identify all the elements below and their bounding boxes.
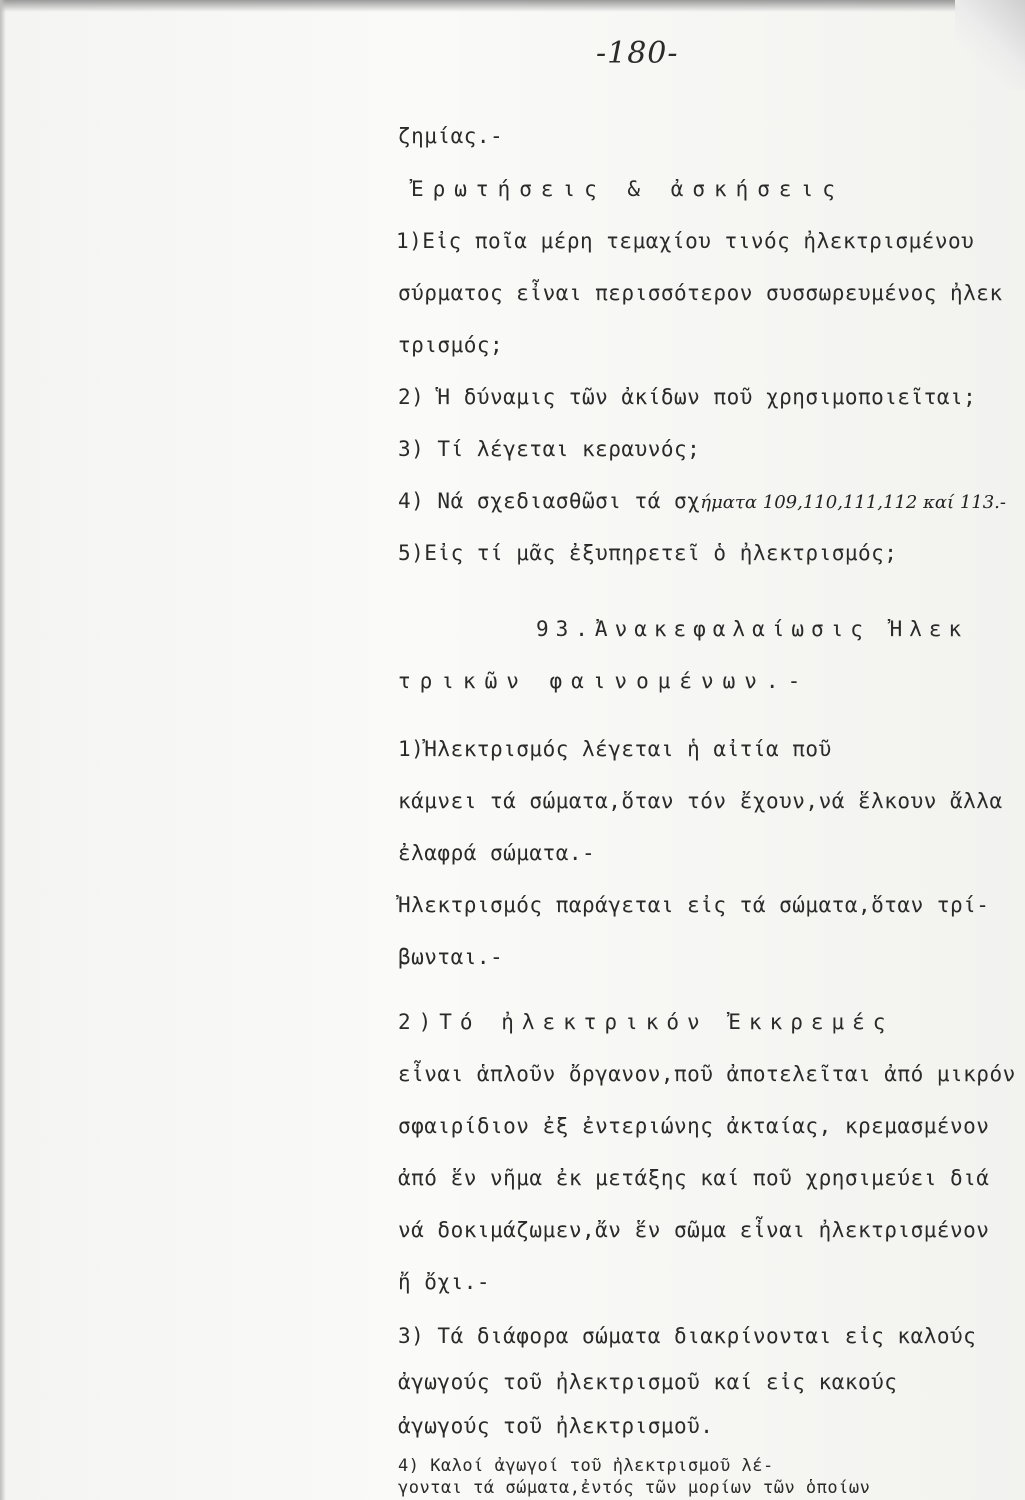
section-heading-summary: 93.Ἀνακεφαλαίωσις Ἠλεκ xyxy=(536,617,969,641)
text-line-18: εἶναι ἁπλοῦν ὄργανον,ποῦ ἀποτελεῖται ἀπό μικρόν xyxy=(398,1062,1016,1086)
text-line-7: 3) Τί λέγεται κεραυνός; xyxy=(398,437,701,461)
text-line-4: σύρματος εἶναι περισσότερον συσσωρευμένος ἠλεκ xyxy=(398,281,1003,305)
text-line-6: 2) Ἡ δύναμις τῶν ἀκίδων ποῦ χρησιμοποιεῖται; xyxy=(398,385,977,409)
handwritten-insertion: ήματα 109,110,111,112 καί 113.- xyxy=(700,492,1006,513)
text-line-8 xyxy=(398,489,1006,513)
section-heading-summary-cont: τρικῶν φαινομένων.- xyxy=(398,669,810,693)
text-line-23: 3) Τά διάφορα σώματα διακρίνονται εἰς καλούς xyxy=(398,1324,977,1348)
text-line-22: ἤ ὄχι.- xyxy=(398,1270,491,1294)
text-line-19: σφαιρίδιον ἐξ ἐντεριώνης ἀκταίας, κρεμασμένον xyxy=(398,1114,990,1138)
text-line-17: 2)Τό ἠλεκτρικόν Ἐκκρεμές xyxy=(398,1010,894,1034)
page-left-edge xyxy=(0,0,6,1500)
text-line-26: 4) Καλοί ἀγωγοί τοῦ ἠλεκτρισμοῦ λέ- xyxy=(398,1456,774,1476)
text-line-24: ἀγωγούς τοῦ ἠλεκτρισμοῦ καί εἰς κακούς xyxy=(398,1370,898,1394)
text-line-16: βωνται.- xyxy=(398,945,504,969)
page-top-edge xyxy=(0,0,1025,12)
text-line-13: κάμνει τά σώματα,ὅταν τόν ἔχουν,νά ἕλκουν ἄλλα xyxy=(398,789,1003,813)
text-line-5: τρισμός; xyxy=(398,333,504,357)
text-line-9: 5)Εἰς τί μᾶς ἐξυπηρετεῖ ὁ ἠλεκτρισμός; xyxy=(398,541,898,565)
page-number: -180- xyxy=(596,36,679,71)
text-line-14: ἐλαφρά σώματα.- xyxy=(398,841,596,865)
text-line-12: 1)Ἠλεκτρισμός λέγεται ἡ αἰτία ποῦ xyxy=(398,737,832,761)
text-line-21: νά δοκιμάζωμεν,ἄν ἕν σῶμα εἶναι ἠλεκτρισμένον xyxy=(398,1218,990,1242)
text-line-1: ζημίας.- xyxy=(398,124,504,148)
page-corner-fold xyxy=(955,0,1025,90)
text-line-3: 1)Εἰς ποῖα μέρη τεμαχίου τινός ἠλεκτρισμένου xyxy=(396,229,975,253)
text-line-25: ἀγωγούς τοῦ ἠλεκτρισμοῦ. xyxy=(398,1414,714,1438)
text-line-8-typed: 4) Νά σχεδιασθῶσι τά σχ xyxy=(398,489,701,513)
text-line-15: Ἠλεκτρισμός παράγεται εἰς τά σώματα,ὅταν τρί- xyxy=(398,893,990,917)
section-heading-questions: Ἐρωτήσεις & ἀσκήσεις xyxy=(411,177,844,201)
text-line-20: ἀπό ἕν νῆμα ἐκ μετάξης καί ποῦ χρησιμεύει διά xyxy=(398,1166,990,1190)
text-line-27: γονται τά σώματα,ἐντός τῶν μορίων τῶν ὁποίων xyxy=(398,1478,871,1498)
